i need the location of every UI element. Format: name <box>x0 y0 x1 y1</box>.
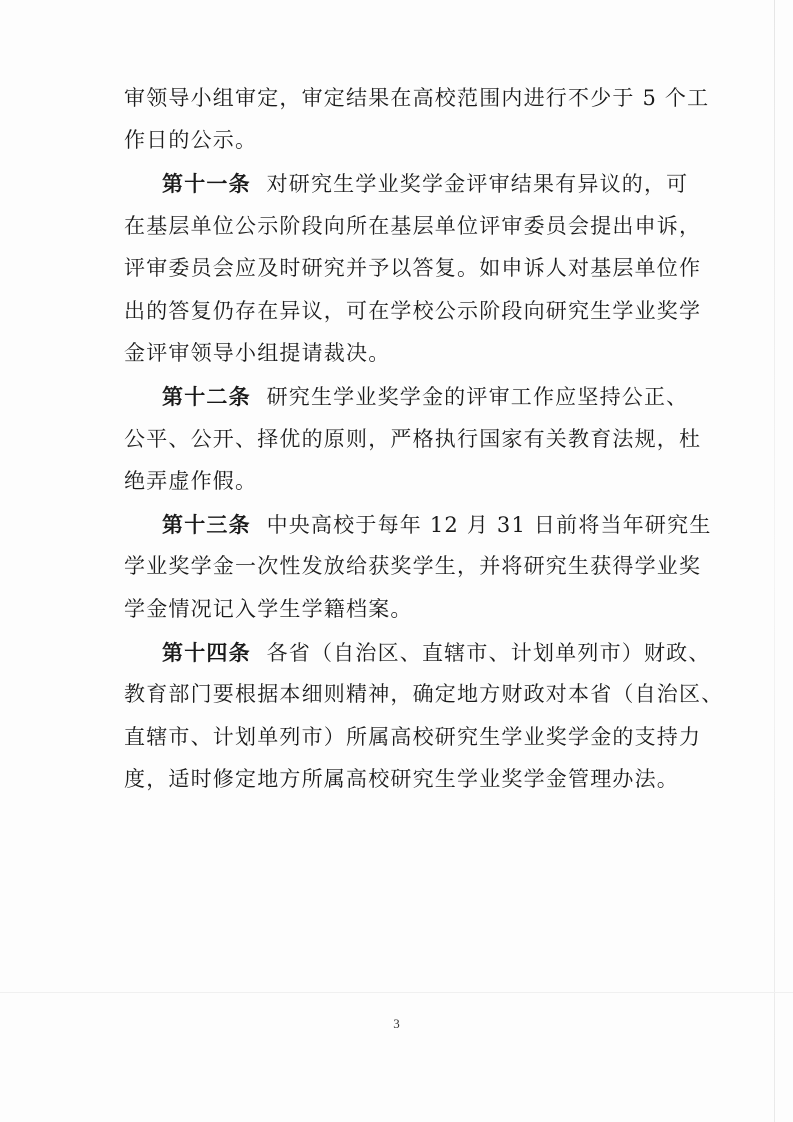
text-line: 在基层单位公示阶段向所在基层单位评审委员会提出申诉， <box>124 214 702 238</box>
text-line: 度，适时修定地方所属高校研究生学业奖学金管理办法。 <box>124 767 679 791</box>
text-line: 公平、公开、择优的原则，严格执行国家有关教育法规，杜 <box>124 427 702 451</box>
text-line: 学金情况记入学生学籍档案。 <box>124 597 413 621</box>
text-line: 出的答复仍存在异议，可在学校公示阶段向研究生学业奖学 <box>124 299 702 323</box>
article-14-label: 第十四条 <box>162 640 251 665</box>
article-11-label: 第十一条 <box>162 171 251 196</box>
text-line: 直辖市、计划单列市）所属高校研究生学业奖学金的支持力 <box>124 725 702 749</box>
text-line: 学业奖学金一次性发放给获奖学生，并将研究生获得学业奖 <box>124 554 702 578</box>
article-12-line: 第十二条 研究生学业奖学金的评审工作应坚持公正、 <box>162 384 689 409</box>
scan-bottom-line <box>0 992 793 993</box>
text-line: 绝弄虚作假。 <box>124 469 258 493</box>
article-12-label: 第十二条 <box>162 384 251 409</box>
article-13-label: 第十三条 <box>162 512 251 537</box>
text-line: 教育部门要根据本细则精神，确定地方财政对本省（自治区、 <box>124 682 724 706</box>
page-number: 3 <box>393 1016 400 1031</box>
text-line: 评审委员会应及时研究并予以答复。如申诉人对基层单位作 <box>124 256 702 280</box>
article-13-line: 第十三条 中央高校于每年 12 月 31 日前将当年研究生 <box>162 512 712 537</box>
text-line: 审领导小组审定，审定结果在高校范围内进行不少于 5 个工 <box>124 86 710 110</box>
text-line: 作日的公示。 <box>124 128 258 152</box>
article-14-line: 第十四条 各省（自治区、直辖市、计划单列市）财政、 <box>162 640 711 665</box>
article-11-line: 第十一条 对研究生学业奖学金评审结果有异议的，可 <box>162 171 689 196</box>
scan-edge <box>774 0 775 1122</box>
text-line: 金评审领导小组提请裁决。 <box>124 341 391 365</box>
